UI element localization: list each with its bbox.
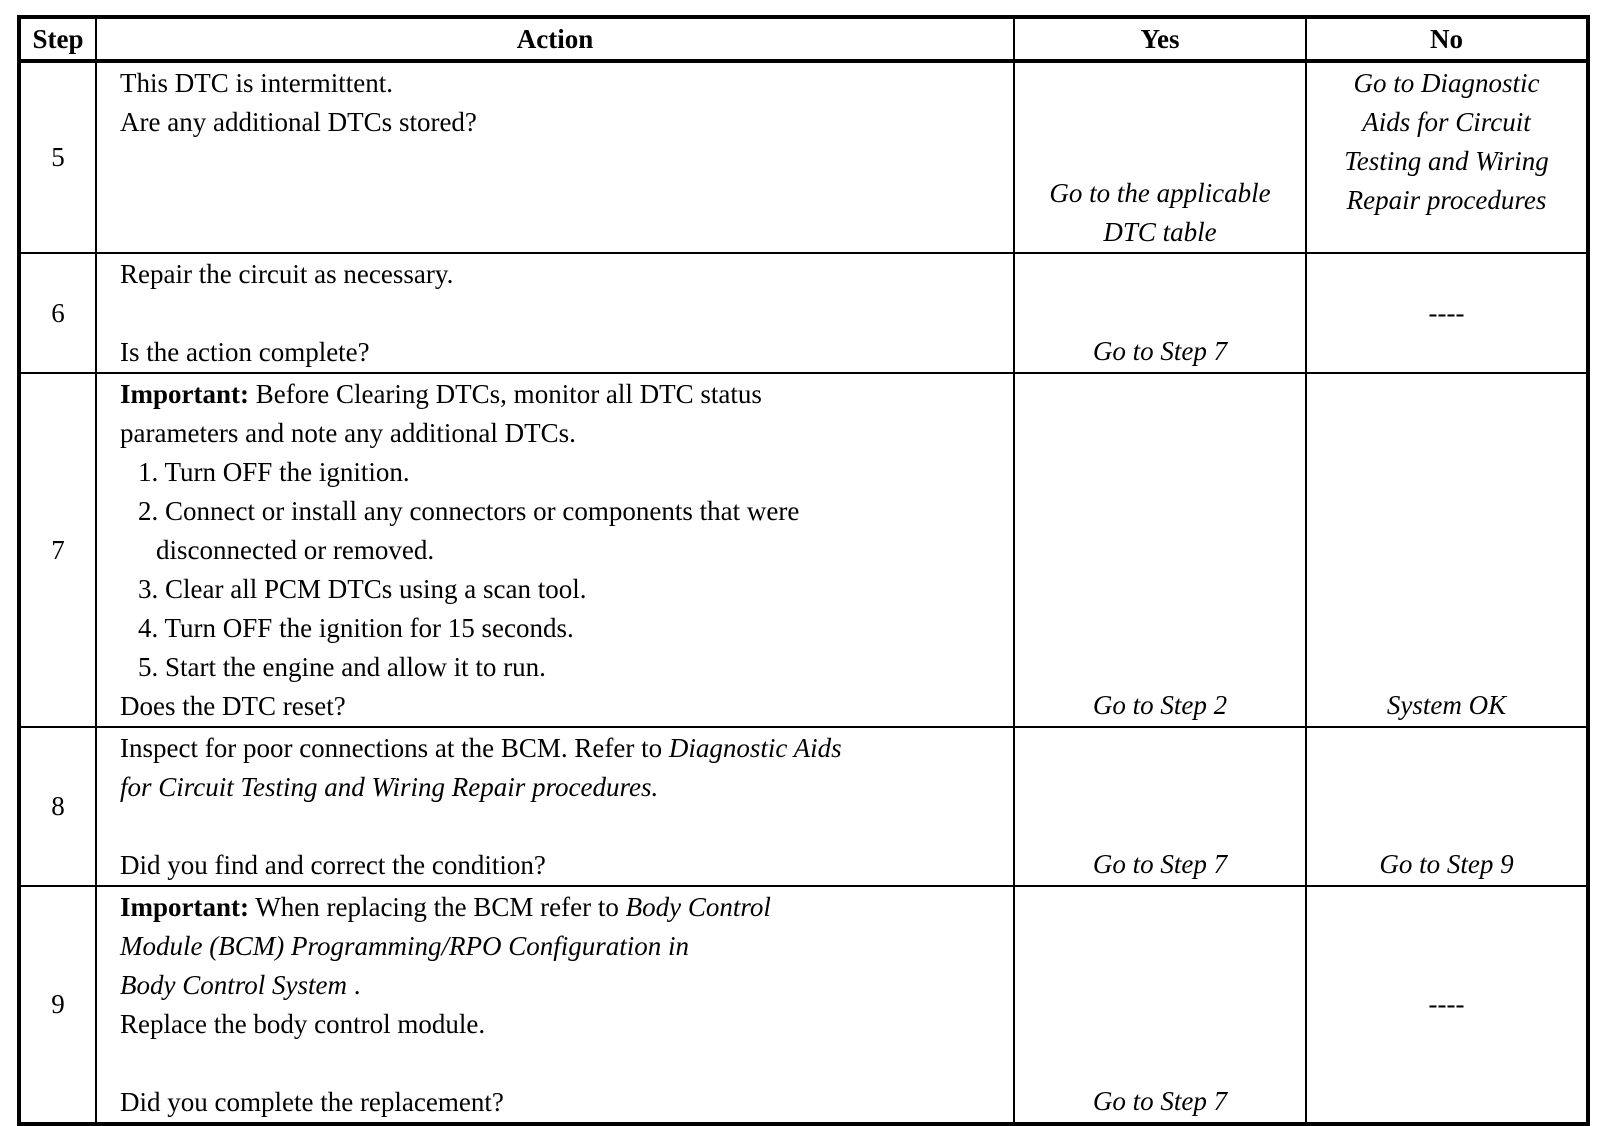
action-text <box>120 729 1013 768</box>
action-text <box>120 768 1013 807</box>
yes-cell <box>1014 373 1306 727</box>
action-text: Repair the circuit as necessary. <box>120 259 454 289</box>
action-text: Replace the body control module. <box>120 1009 486 1039</box>
important-text: Before Clearing DTCs, monitor all DTC status <box>249 379 762 409</box>
step-number: 7 <box>19 373 96 727</box>
step-number: 5 <box>19 61 96 253</box>
action-question: Did you find and correct the condition? <box>120 850 546 880</box>
step-number: 6 <box>19 253 96 373</box>
no-link: Repair procedures <box>1346 185 1547 215</box>
header-row <box>19 17 1588 61</box>
diagnostic-table <box>17 15 1590 1126</box>
important-label: Important: <box>120 892 249 922</box>
important-label: Important: <box>120 379 249 409</box>
table-row <box>19 886 1588 1124</box>
table-row <box>19 61 1588 253</box>
no-cell <box>1306 373 1588 727</box>
yes-link: DTC table <box>1103 217 1217 247</box>
yes-link: Go to Step 7 <box>1092 336 1228 366</box>
step-number: 8 <box>19 727 96 886</box>
reference-link: Diagnostic Aids <box>668 733 842 763</box>
header-action: Action <box>96 17 1014 61</box>
reference-link: for Circuit Testing and Wiring Repair procedures. <box>120 772 659 802</box>
yes-cell <box>1014 253 1306 373</box>
action-text <box>120 966 1013 1005</box>
yes-cell <box>1014 727 1306 886</box>
action-question: Did you complete the replacement? <box>120 1087 504 1117</box>
reference-link: Body Control <box>625 892 771 922</box>
no-link: Aids for Circuit <box>1362 107 1531 137</box>
spacer <box>120 294 1013 333</box>
no-cell <box>1306 61 1588 253</box>
header-yes: Yes <box>1014 17 1306 61</box>
action-text-end: . <box>346 970 361 1000</box>
action-cell <box>96 373 1014 727</box>
yes-link: Go to the applicable <box>1049 178 1271 208</box>
yes-cell <box>1014 886 1306 1124</box>
procedure-item-continued: disconnected or removed. <box>156 535 435 565</box>
action-cell <box>96 727 1014 886</box>
important-note <box>120 888 1013 927</box>
no-link: Go to Step 9 <box>1379 849 1514 879</box>
table-row <box>19 373 1588 727</box>
no-placeholder: ---- <box>1428 989 1465 1019</box>
procedure-item: 1. Turn OFF the ignition. <box>138 457 410 487</box>
no-cell <box>1306 727 1588 886</box>
no-cell <box>1306 253 1588 373</box>
procedure-item: 2. Connect or install any connectors or components that were <box>138 496 800 526</box>
reference-link: Body Control System <box>120 970 347 1000</box>
action-text-start: Inspect for poor connections at the BCM. Refer to <box>120 733 669 763</box>
spacer <box>120 1044 1013 1083</box>
procedure-item: 5. Start the engine and allow it to run. <box>138 652 546 682</box>
action-question: Is the action complete? <box>120 337 370 367</box>
procedure-item: 3. Clear all PCM DTCs using a scan tool. <box>138 574 587 604</box>
procedure-item: 4. Turn OFF the ignition for 15 seconds. <box>138 613 574 643</box>
yes-link: Go to Step 7 <box>1092 849 1228 879</box>
action-cell <box>96 886 1014 1124</box>
important-note <box>120 375 1013 414</box>
header-step: Step <box>19 17 96 61</box>
yes-link: Go to Step 2 <box>1092 690 1228 720</box>
no-link: Go to Diagnostic <box>1353 68 1540 98</box>
no-link: System OK <box>1386 690 1507 720</box>
header-no: No <box>1306 17 1588 61</box>
no-placeholder: ---- <box>1428 297 1465 328</box>
step-number: 9 <box>19 886 96 1124</box>
action-text <box>120 927 1013 966</box>
spacer <box>120 807 1013 846</box>
action-text: This DTC is intermittent. <box>120 68 393 98</box>
no-link: Testing and Wiring <box>1344 146 1549 176</box>
important-text: When replacing the BCM refer to <box>249 892 626 922</box>
yes-link: Go to Step 7 <box>1092 1086 1228 1116</box>
no-cell <box>1306 886 1588 1124</box>
table-row <box>19 253 1588 373</box>
reference-link: Module (BCM) Programming/RPO Configuration in <box>120 931 689 961</box>
action-cell <box>96 253 1014 373</box>
action-question: Are any additional DTCs stored? <box>120 107 477 137</box>
action-text: parameters and note any additional DTCs. <box>120 418 576 448</box>
table-row <box>19 727 1588 886</box>
action-cell <box>96 61 1014 253</box>
action-question: Does the DTC reset? <box>120 691 346 721</box>
yes-cell <box>1014 61 1306 253</box>
